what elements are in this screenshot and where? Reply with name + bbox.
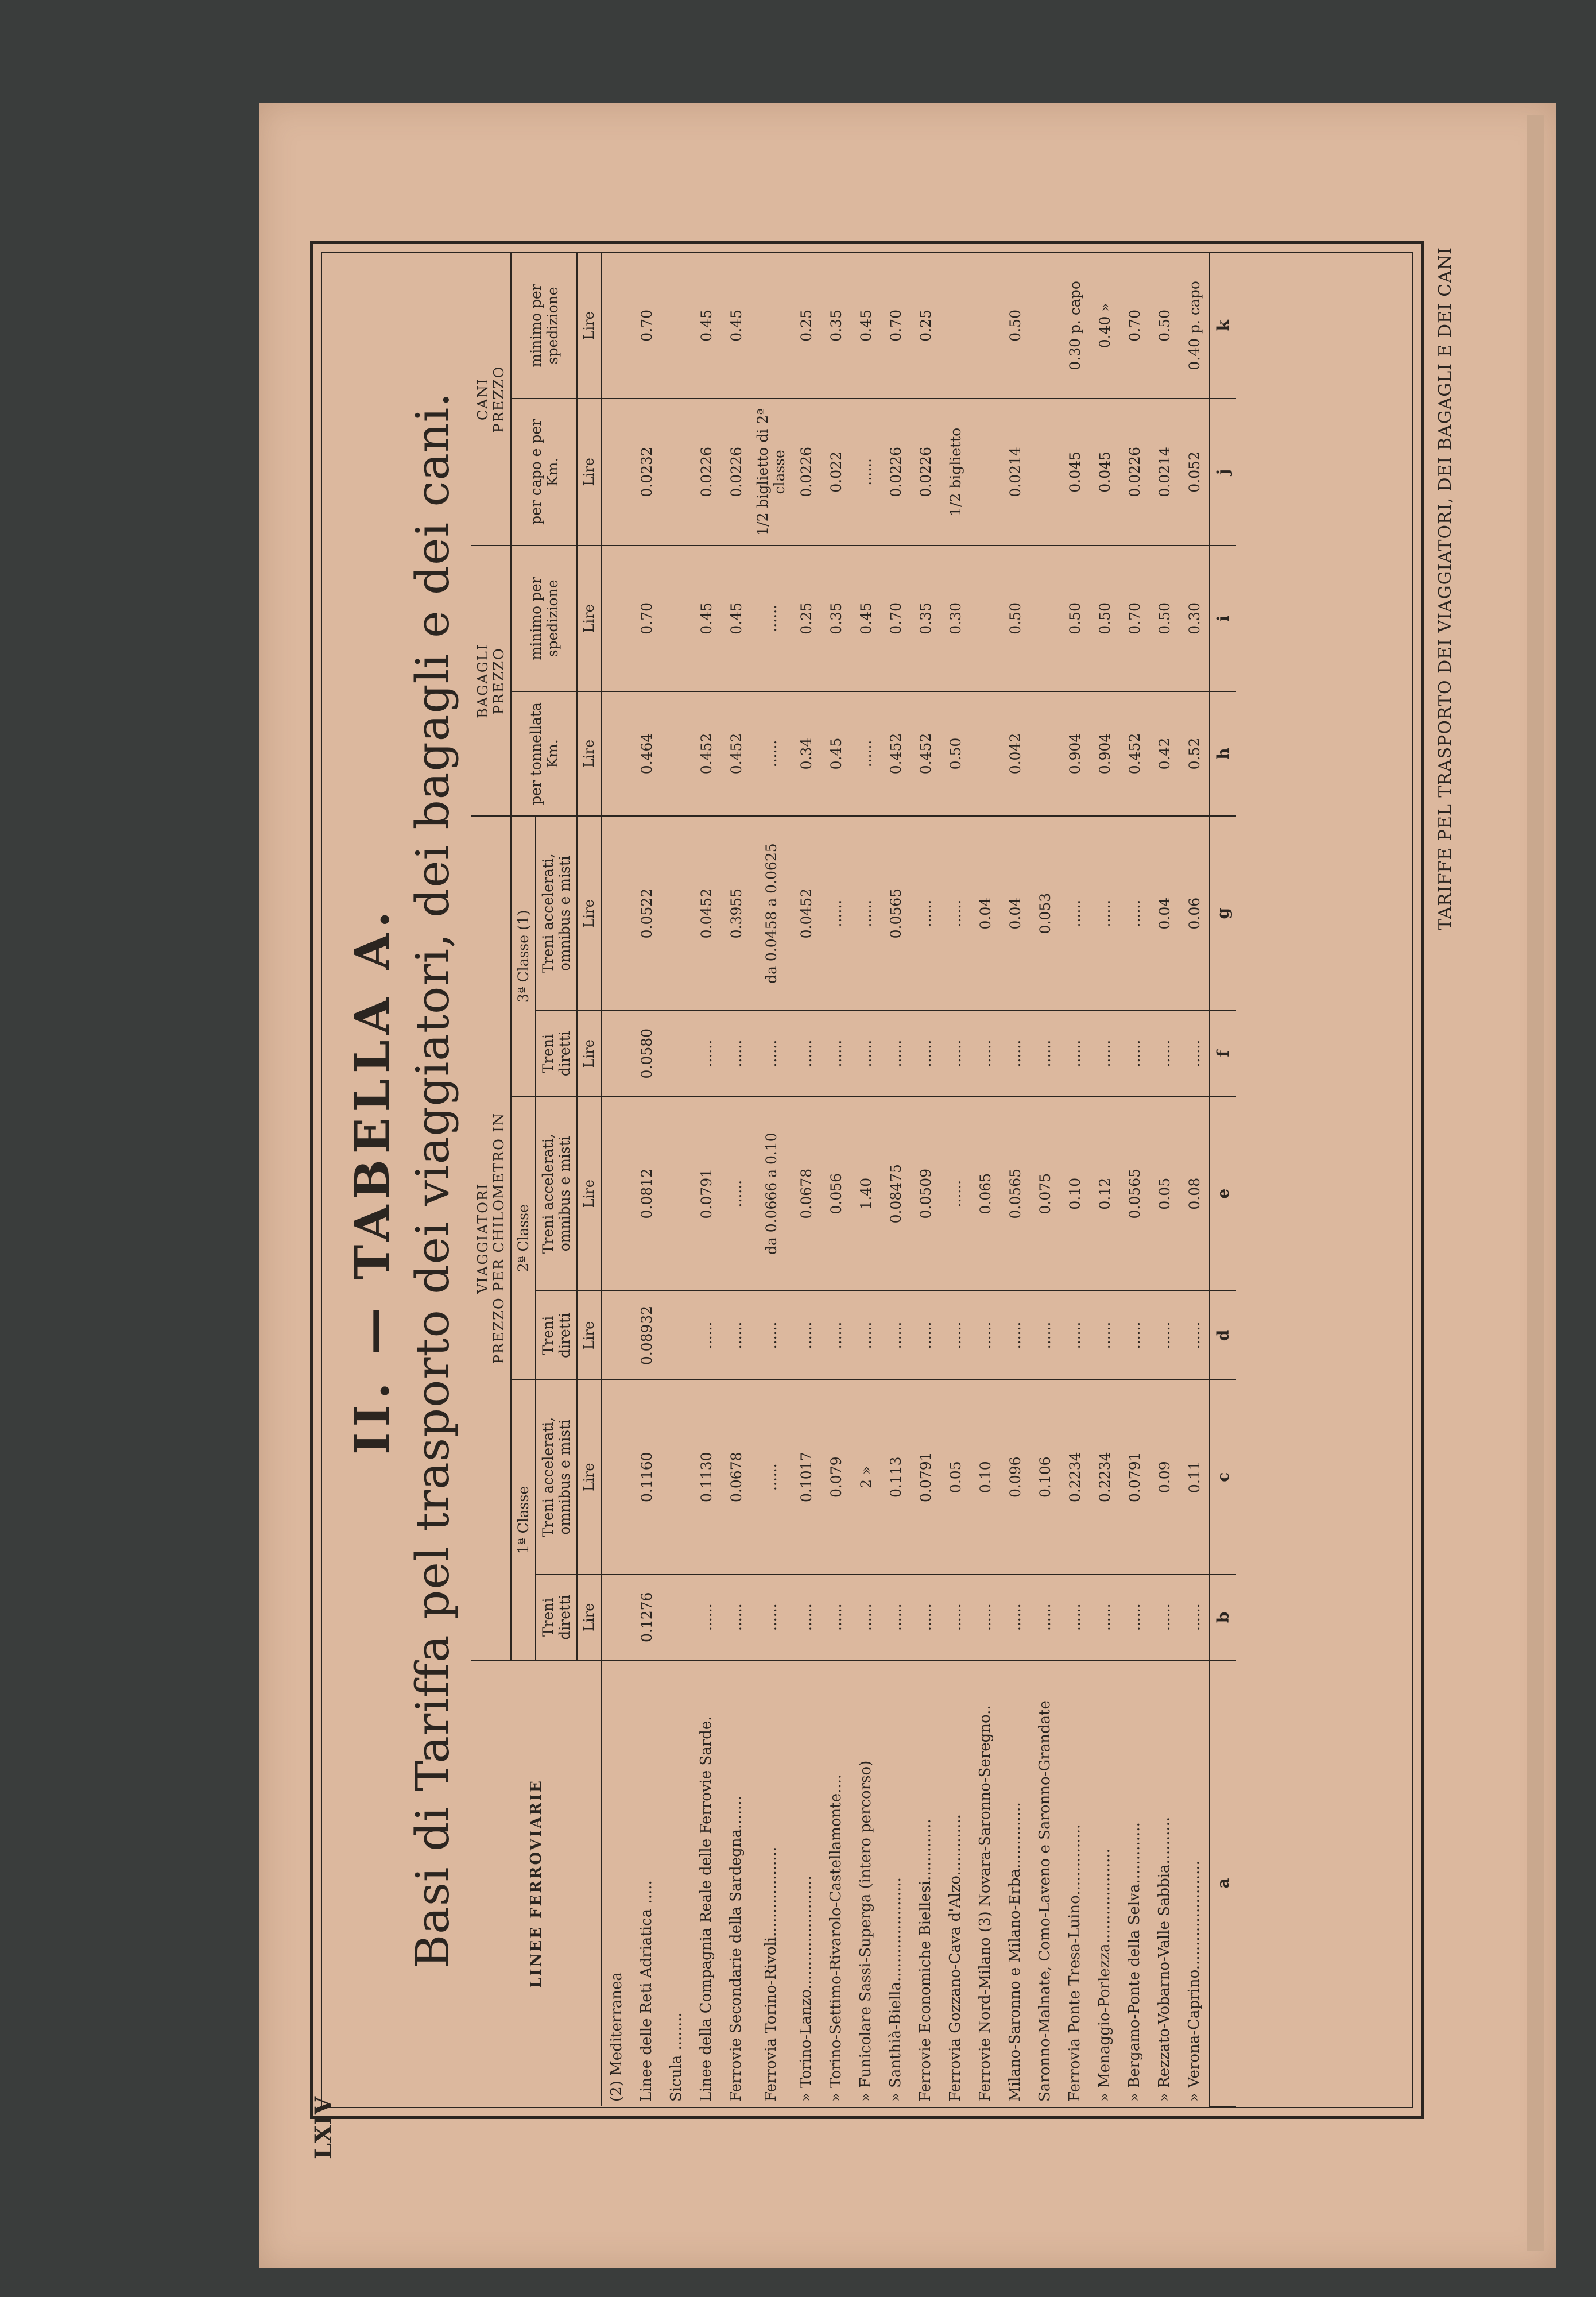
row-cell-c1d: ...... xyxy=(911,1575,940,1660)
row-cell-c2d: ...... xyxy=(881,1291,911,1380)
row-cell-c2d: ...... xyxy=(1090,1291,1119,1380)
viaggiatori-label: VIAGGIATORI xyxy=(475,1182,491,1294)
table-row xyxy=(1119,253,1149,2106)
row-cell-c2d: ...... xyxy=(821,1291,851,1380)
row-cell-bm: 0.25 xyxy=(791,546,821,691)
table-body xyxy=(601,253,1210,2106)
col-header-viaggiatori xyxy=(471,816,511,1660)
row-cell-c2a: 0.05 xyxy=(1149,1096,1179,1291)
table-row xyxy=(661,253,691,2106)
row-cell-c1d: 0.1276 xyxy=(632,1575,661,1660)
row-cell-c3a: 0.0452 xyxy=(691,816,721,1011)
row-cell-c1d: ...... xyxy=(821,1575,851,1660)
row-cell-c2d: ...... xyxy=(940,1291,970,1380)
unit-label: Lire xyxy=(577,253,601,399)
col-header-per-tonnellata: per tonnellata Km. xyxy=(511,691,577,817)
row-line-name: Ferrovie Secondarie della Sardegna....... xyxy=(727,1796,745,2102)
row-cell-bt: 0.34 xyxy=(791,691,821,817)
row-line-name: Ferrovia Ponte Tresa-Luino............... xyxy=(1066,1824,1083,2102)
row-cell-c1a: 0.2234 xyxy=(1060,1380,1090,1575)
footer-letter: e xyxy=(1210,1096,1236,1291)
col-header-lines: LINEE FERROVIARIE xyxy=(471,1660,601,2106)
row-line-name: » Santhià-Biella...................... xyxy=(887,1877,904,2102)
row-cell-c1a: 0.079 xyxy=(821,1380,851,1575)
row-cell-c3d: ...... xyxy=(1179,1011,1210,1096)
row-cell-c2d: ...... xyxy=(970,1291,1000,1380)
row-cell-c3d xyxy=(601,1011,632,1096)
row-cell-c3a: 0.0452 xyxy=(791,816,821,1011)
row-cell-c1a: 0.0678 xyxy=(721,1380,751,1575)
row-cell-c3a: 0.04 xyxy=(1149,816,1179,1011)
row-cell-c3d: ...... xyxy=(1030,1011,1060,1096)
row-cell-c3a: ...... xyxy=(821,816,851,1011)
row-cell-c2a: 0.0565 xyxy=(1119,1096,1149,1291)
row-cell-c1d: ...... xyxy=(751,1575,791,1660)
row-cell-c1a: 0.1130 xyxy=(691,1380,721,1575)
bagagli-sublabel: PREZZO xyxy=(491,647,507,715)
row-cell-cm: 0.45 xyxy=(851,253,881,399)
row-cell-cc xyxy=(970,399,1000,546)
row-line-name: Linee della Compagnia Reale delle Ferrovie Sarde. xyxy=(698,1716,715,2102)
title-block xyxy=(345,253,459,2107)
row-cell-bm: 0.30 xyxy=(940,546,970,691)
row-cell-c2a: 0.08 xyxy=(1179,1096,1210,1291)
row-cell-bm: 0.50 xyxy=(1000,546,1030,691)
unit-label: Lire xyxy=(577,1011,601,1096)
row-cell-c2d: ...... xyxy=(1060,1291,1090,1380)
row-cell-c3d: ...... xyxy=(1090,1011,1119,1096)
row-line-name: Ferrovie Economiche Biellesi............. xyxy=(917,1819,934,2102)
row-cell-c1a: ...... xyxy=(751,1380,791,1575)
row-cell-cc: 0.0226 xyxy=(1119,399,1149,546)
row-cell-bm xyxy=(601,546,632,691)
row-cell-c1a: 0.106 xyxy=(1030,1380,1060,1575)
footer-letter: k xyxy=(1210,253,1236,399)
row-cell-c2d: ...... xyxy=(851,1291,881,1380)
row-cell-cm: 0.40 » xyxy=(1090,253,1119,399)
unit-label: Lire xyxy=(577,691,601,817)
row-cell-bm: 0.35 xyxy=(821,546,851,691)
row-cell-c3a: ...... xyxy=(940,816,970,1011)
row-cell-cm: 0.35 xyxy=(821,253,851,399)
row-cell-c2d: ...... xyxy=(1119,1291,1149,1380)
col-header-c2-accelerati: Treni accelerati, omnibus e misti xyxy=(536,1096,577,1291)
row-cell-c1a xyxy=(601,1380,632,1575)
col-header-cani-minimo: minimo per spedizione xyxy=(511,253,577,399)
row-cell-c2a: 0.0565 xyxy=(1000,1096,1030,1291)
row-cell-c2d: ...... xyxy=(1179,1291,1210,1380)
row-cell-cc: 0.045 xyxy=(1060,399,1090,546)
row-cell-cc: 0.0232 xyxy=(632,399,661,546)
row-cell-c1a: 0.0791 xyxy=(911,1380,940,1575)
row-cell-bt: 0.452 xyxy=(691,691,721,817)
row-cell-c2a: 0.075 xyxy=(1030,1096,1060,1291)
row-line-name: Saronno-Malnate, Como-Laveno e Saronno-Grandate xyxy=(1036,1700,1053,2102)
row-cell-c1a: 0.09 xyxy=(1149,1380,1179,1575)
table-frame xyxy=(310,241,1424,2119)
row-cell-c3d: ...... xyxy=(1000,1011,1030,1096)
row-cell-c2a: 0.0812 xyxy=(632,1096,661,1291)
row-cell-c1a: 2 » xyxy=(851,1380,881,1575)
row-cell-c3d: ...... xyxy=(751,1011,791,1096)
row-line-name: Ferrovia Gozzano-Cava d'Alzo............. xyxy=(947,1814,964,2102)
row-cell-cm: 0.50 xyxy=(1000,253,1030,399)
row-cell-c2a: da 0.0666 a 0.10 xyxy=(751,1096,791,1291)
col-header-classe3: 3ª Classe (1) xyxy=(511,816,536,1096)
row-cell-cc: 0.0226 xyxy=(881,399,911,546)
row-cell-cc: 0.0226 xyxy=(721,399,751,546)
row-cell-c2a: ...... xyxy=(721,1096,751,1291)
row-cell-bt: 0.452 xyxy=(911,691,940,817)
row-cell-c3d: ...... xyxy=(1119,1011,1149,1096)
row-cell-c1a: 0.10 xyxy=(970,1380,1000,1575)
row-cell-cc xyxy=(661,399,691,546)
row-cell-cm xyxy=(940,253,970,399)
page-edge xyxy=(1527,115,1544,2251)
row-cell-cc: 0.0226 xyxy=(691,399,721,546)
row-cell-c1d: ...... xyxy=(1090,1575,1119,1660)
row-cell-c2d: ...... xyxy=(1000,1291,1030,1380)
table-row xyxy=(1179,253,1210,2106)
table-row xyxy=(721,253,751,2106)
row-cell-cc xyxy=(601,399,632,546)
row-cell-c2a: 0.10 xyxy=(1060,1096,1090,1291)
footer-letter: a xyxy=(1210,1660,1236,2106)
row-cell-c2d: 0.08932 xyxy=(632,1291,661,1380)
row-cell-cm: 0.25 xyxy=(911,253,940,399)
row-cell-c2a xyxy=(661,1096,691,1291)
row-cell-bm: 0.70 xyxy=(632,546,661,691)
col-header-c1-accelerati: Treni accelerati, omnibus e misti xyxy=(536,1380,577,1575)
row-cell-c3d: ...... xyxy=(970,1011,1000,1096)
row-cell-c3a: 0.3955 xyxy=(721,816,751,1011)
col-header-classe1: 1ª Classe xyxy=(511,1380,536,1660)
row-cell-c2d: ...... xyxy=(911,1291,940,1380)
row-line-name: Sicula ........ xyxy=(668,2012,685,2102)
running-header-text: TARIFFE PEL TRASPORTO DEI VIAGGIATORI, DEI BAGAGLI E DEI CANI xyxy=(1435,247,1455,930)
table-row xyxy=(791,253,821,2106)
row-cell-c2a: 0.0791 xyxy=(691,1096,721,1291)
row-cell-bt: 0.452 xyxy=(881,691,911,817)
row-cell-c2a: 0.0509 xyxy=(911,1096,940,1291)
row-cell-c3d: ...... xyxy=(851,1011,881,1096)
row-cell-c2a: 0.12 xyxy=(1090,1096,1119,1291)
unit-label: Lire xyxy=(577,1291,601,1380)
table-row xyxy=(851,253,881,2106)
row-cell-c2d: ...... xyxy=(791,1291,821,1380)
cani-sublabel: PREZZO xyxy=(491,365,507,433)
row-cell-c1d: ...... xyxy=(691,1575,721,1660)
row-cell-c3d: ...... xyxy=(821,1011,851,1096)
col-header-c3-accelerati: Treni accelerati, omnibus e misti xyxy=(536,816,577,1011)
row-cell-bt: 0.464 xyxy=(632,691,661,817)
table-row xyxy=(601,253,632,2106)
row-cell-c3d: ...... xyxy=(791,1011,821,1096)
row-cell-c1a: 0.05 xyxy=(940,1380,970,1575)
row-cell-cc xyxy=(1030,399,1060,546)
col-header-c1-diretti: Treni diretti xyxy=(536,1575,577,1660)
footer-letter: f xyxy=(1210,1011,1236,1096)
row-cell-c1d: ...... xyxy=(1060,1575,1090,1660)
table-row xyxy=(751,253,791,2106)
row-cell-c3a: da 0.0458 a 0.0625 xyxy=(751,816,791,1011)
row-cell-bt xyxy=(661,691,691,817)
row-cell-bt: 0.45 xyxy=(821,691,851,817)
row-cell-cc: 0.045 xyxy=(1090,399,1119,546)
row-cell-cm xyxy=(751,253,791,399)
cani-label: CANI xyxy=(475,377,491,421)
row-cell-c2a: 1.40 xyxy=(851,1096,881,1291)
row-cell-bm: 0.45 xyxy=(691,546,721,691)
table-row xyxy=(970,253,1000,2106)
row-cell-cm: 0.25 xyxy=(791,253,821,399)
row-cell-c3d: ...... xyxy=(1149,1011,1179,1096)
row-cell-c1a: 0.096 xyxy=(1000,1380,1030,1575)
table-row xyxy=(911,253,940,2106)
row-cell-c3a: ...... xyxy=(1119,816,1149,1011)
row-cell-bt xyxy=(601,691,632,817)
row-cell-c3d: ...... xyxy=(721,1011,751,1096)
row-cell-c1d: ...... xyxy=(1000,1575,1030,1660)
footer-letter: i xyxy=(1210,546,1236,691)
row-cell-c1d: ...... xyxy=(851,1575,881,1660)
row-cell-bm xyxy=(970,546,1000,691)
rotated-content xyxy=(310,224,1504,2159)
row-cell-bm xyxy=(661,546,691,691)
row-cell-c1a: 0.1160 xyxy=(632,1380,661,1575)
row-cell-bm: 0.50 xyxy=(1090,546,1119,691)
row-cell-c2d: ...... xyxy=(1030,1291,1060,1380)
row-line-name: Milano-Saronno e Milano-Erba.............. xyxy=(1006,1802,1024,2102)
row-cell-cm: 0.50 xyxy=(1149,253,1179,399)
row-cell-c1d: ...... xyxy=(1119,1575,1149,1660)
row-cell-c3a: 0.0565 xyxy=(881,816,911,1011)
col-header-per-capo: per capo e per Km. xyxy=(511,399,577,546)
row-cell-c1d: ...... xyxy=(791,1575,821,1660)
row-cell-bt: 0.52 xyxy=(1179,691,1210,817)
table-row xyxy=(1090,253,1119,2106)
row-cell-c1a: 0.113 xyxy=(881,1380,911,1575)
unit-label: Lire xyxy=(577,1096,601,1291)
row-cell-cc: 1/2 biglietto xyxy=(940,399,970,546)
table-title: II. — TABELLA A. xyxy=(345,906,400,1455)
row-cell-bm: 0.70 xyxy=(881,546,911,691)
row-cell-cm: 0.45 xyxy=(691,253,721,399)
row-cell-c1d: ...... xyxy=(721,1575,751,1660)
row-cell-cm: 0.45 xyxy=(721,253,751,399)
unit-label: Lire xyxy=(577,399,601,546)
table-row xyxy=(1149,253,1179,2106)
footer-letter: g xyxy=(1210,816,1236,1011)
row-cell-c3a: 0.04 xyxy=(1000,816,1030,1011)
table-row xyxy=(1000,253,1030,2106)
row-cell-bt: 0.904 xyxy=(1090,691,1119,817)
row-cell-c1d: ...... xyxy=(1149,1575,1179,1660)
row-cell-cm: 0.30 p. capo xyxy=(1060,253,1090,399)
row-line-name: Ferrovia Torino-Rivoli................... xyxy=(762,1846,780,2102)
row-cell-c3d: 0.0580 xyxy=(632,1011,661,1096)
row-cell-c3a xyxy=(661,816,691,1011)
running-header xyxy=(1435,224,1464,2119)
row-line-name: » Rezzato-Vobarno-Valle Sabbia.......... xyxy=(1156,1816,1173,2102)
footer-letter: b xyxy=(1210,1575,1236,1660)
row-cell-bm xyxy=(1030,546,1060,691)
row-cell-cc: 0.0226 xyxy=(911,399,940,546)
row-cell-c2d: ...... xyxy=(721,1291,751,1380)
row-cell-c1d: ...... xyxy=(1030,1575,1060,1660)
table-row xyxy=(821,253,851,2106)
table-row xyxy=(940,253,970,2106)
bagagli-label: BAGAGLI xyxy=(475,643,491,718)
row-cell-cm xyxy=(1030,253,1060,399)
unit-label: Lire xyxy=(577,546,601,691)
row-cell-cc: 0.052 xyxy=(1179,399,1210,546)
row-cell-c1a: 0.1017 xyxy=(791,1380,821,1575)
row-cell-c2a: 0.0678 xyxy=(791,1096,821,1291)
row-cell-c3a: 0.0522 xyxy=(632,816,661,1011)
row-cell-cm: 0.70 xyxy=(632,253,661,399)
row-cell-c3a: 0.053 xyxy=(1030,816,1060,1011)
col-header-c3-diretti: Treni diretti xyxy=(536,1011,577,1096)
table-row xyxy=(691,253,721,2106)
table-subtitle: Basi di Tariffa pel trasporto dei viaggiatori, dei bagagli e dei cani. xyxy=(406,392,459,1969)
table-row xyxy=(1030,253,1060,2106)
row-cell-bt xyxy=(1030,691,1060,817)
row-cell-bm: 0.50 xyxy=(1149,546,1179,691)
row-cell-c3a xyxy=(601,816,632,1011)
row-cell-c3a: 0.04 xyxy=(970,816,1000,1011)
row-cell-c2a: 0.056 xyxy=(821,1096,851,1291)
row-line-name: » Funicolare Sassi-Superga (intero percorso) xyxy=(857,1760,874,2102)
row-cell-bt: ...... xyxy=(851,691,881,817)
row-cell-bt: 0.904 xyxy=(1060,691,1090,817)
footer-letter: j xyxy=(1210,399,1236,546)
table-frame-inner xyxy=(321,252,1413,2108)
row-line-name: Ferrovie Nord-Milano (3) Novara-Saronno-Seregno.. xyxy=(977,1705,994,2102)
row-cell-bt: 0.50 xyxy=(940,691,970,817)
row-cell-cc: 0.0214 xyxy=(1000,399,1030,546)
row-cell-c1a xyxy=(661,1380,691,1575)
row-cell-c3a: ...... xyxy=(851,816,881,1011)
row-cell-cm xyxy=(970,253,1000,399)
row-cell-c3d xyxy=(661,1011,691,1096)
col-header-cani xyxy=(471,253,511,546)
row-cell-c3a: ...... xyxy=(1060,816,1090,1011)
row-cell-bm: 0.70 xyxy=(1119,546,1149,691)
row-cell-c3a: ...... xyxy=(1090,816,1119,1011)
viaggiatori-sublabel: PREZZO PER CHILOMETRO IN xyxy=(491,1112,507,1364)
col-header-classe2: 2ª Classe xyxy=(511,1096,536,1380)
row-cell-c2d: ...... xyxy=(691,1291,721,1380)
row-cell-c2a: ...... xyxy=(940,1096,970,1291)
row-cell-c3d: ...... xyxy=(1060,1011,1090,1096)
row-cell-bm: 0.35 xyxy=(911,546,940,691)
row-cell-c2a: 0.065 xyxy=(970,1096,1000,1291)
row-cell-c3a: 0.06 xyxy=(1179,816,1210,1011)
row-cell-bt: ...... xyxy=(751,691,791,817)
row-cell-cm xyxy=(601,253,632,399)
row-cell-c2d: ...... xyxy=(1149,1291,1179,1380)
row-cell-bm: 0.45 xyxy=(851,546,881,691)
row-line-name: Linee delle Reti Adriatica ..... xyxy=(638,1880,655,2102)
row-cell-cm: 0.40 p. capo xyxy=(1179,253,1210,399)
row-cell-c2d xyxy=(661,1291,691,1380)
row-cell-cm: 0.70 xyxy=(1119,253,1149,399)
row-cell-cc: ...... xyxy=(851,399,881,546)
row-cell-c1d: ...... xyxy=(940,1575,970,1660)
row-line-name: (2) Mediterranea xyxy=(608,1972,625,2102)
col-header-bagagli-minimo: minimo per spedizione xyxy=(511,546,577,691)
row-cell-bm: 0.50 xyxy=(1060,546,1090,691)
col-header-bagagli xyxy=(471,546,511,816)
row-cell-cm xyxy=(661,253,691,399)
row-cell-bt: 0.452 xyxy=(1119,691,1149,817)
row-line-name: » Menaggio-Porlezza.................... xyxy=(1096,1849,1113,2102)
row-cell-c3d: ...... xyxy=(911,1011,940,1096)
row-line-name: » Torino-Lanzo........................ xyxy=(797,1876,815,2102)
row-line-name: » Bergamo-Ponte della Selva............. xyxy=(1126,1822,1143,2102)
row-cell-c1a: 0.11 xyxy=(1179,1380,1210,1575)
row-cell-c3a: ...... xyxy=(911,816,940,1011)
row-cell-c1d: ...... xyxy=(970,1575,1000,1660)
row-cell-bm: 0.30 xyxy=(1179,546,1210,691)
row-cell-cc: 0.0226 xyxy=(791,399,821,546)
row-cell-c1d xyxy=(661,1575,691,1660)
unit-label: Lire xyxy=(577,816,601,1011)
row-cell-bt: 0.042 xyxy=(1000,691,1030,817)
row-cell-c3d: ...... xyxy=(881,1011,911,1096)
footer-letters-row xyxy=(1210,253,1236,2106)
row-cell-bm: 0.45 xyxy=(721,546,751,691)
row-cell-c1d xyxy=(601,1575,632,1660)
row-cell-c2d xyxy=(601,1291,632,1380)
row-cell-c1a: 0.2234 xyxy=(1090,1380,1119,1575)
page-number: LXIV xyxy=(310,2097,337,2159)
row-cell-bt: 0.452 xyxy=(721,691,751,817)
table-row xyxy=(632,253,661,2106)
row-cell-bm: ...... xyxy=(751,546,791,691)
row-cell-cc: 0.022 xyxy=(821,399,851,546)
tariff-table xyxy=(471,253,1236,2107)
row-cell-c1d: ...... xyxy=(1179,1575,1210,1660)
footer-letter: h xyxy=(1210,691,1236,817)
row-cell-c3d: ...... xyxy=(940,1011,970,1096)
row-cell-c2d: ...... xyxy=(751,1291,791,1380)
row-cell-cm: 0.70 xyxy=(881,253,911,399)
row-cell-c1a: 0.0791 xyxy=(1119,1380,1149,1575)
row-cell-c2a xyxy=(601,1096,632,1291)
row-cell-bt: 0.42 xyxy=(1149,691,1179,817)
row-cell-c2a: 0.08475 xyxy=(881,1096,911,1291)
table-row xyxy=(881,253,911,2106)
col-header-c2-diretti: Treni diretti xyxy=(536,1291,577,1380)
row-line-name: » Verona-Caprino....................... xyxy=(1186,1861,1203,2102)
row-cell-c3d: ...... xyxy=(691,1011,721,1096)
footer-letter: d xyxy=(1210,1291,1236,1380)
unit-label: Lire xyxy=(577,1575,601,1660)
row-cell-cc: 1/2 biglietto di 2ª classe xyxy=(751,399,791,546)
row-cell-c1d: ...... xyxy=(881,1575,911,1660)
row-line-name: » Torino-Settimo-Rivarolo-Castellamonte.... xyxy=(827,1774,845,2102)
footer-letter: c xyxy=(1210,1380,1236,1575)
row-cell-cc: 0.0214 xyxy=(1149,399,1179,546)
table-row xyxy=(1060,253,1090,2106)
unit-label: Lire xyxy=(577,1380,601,1575)
row-cell-bt xyxy=(970,691,1000,817)
